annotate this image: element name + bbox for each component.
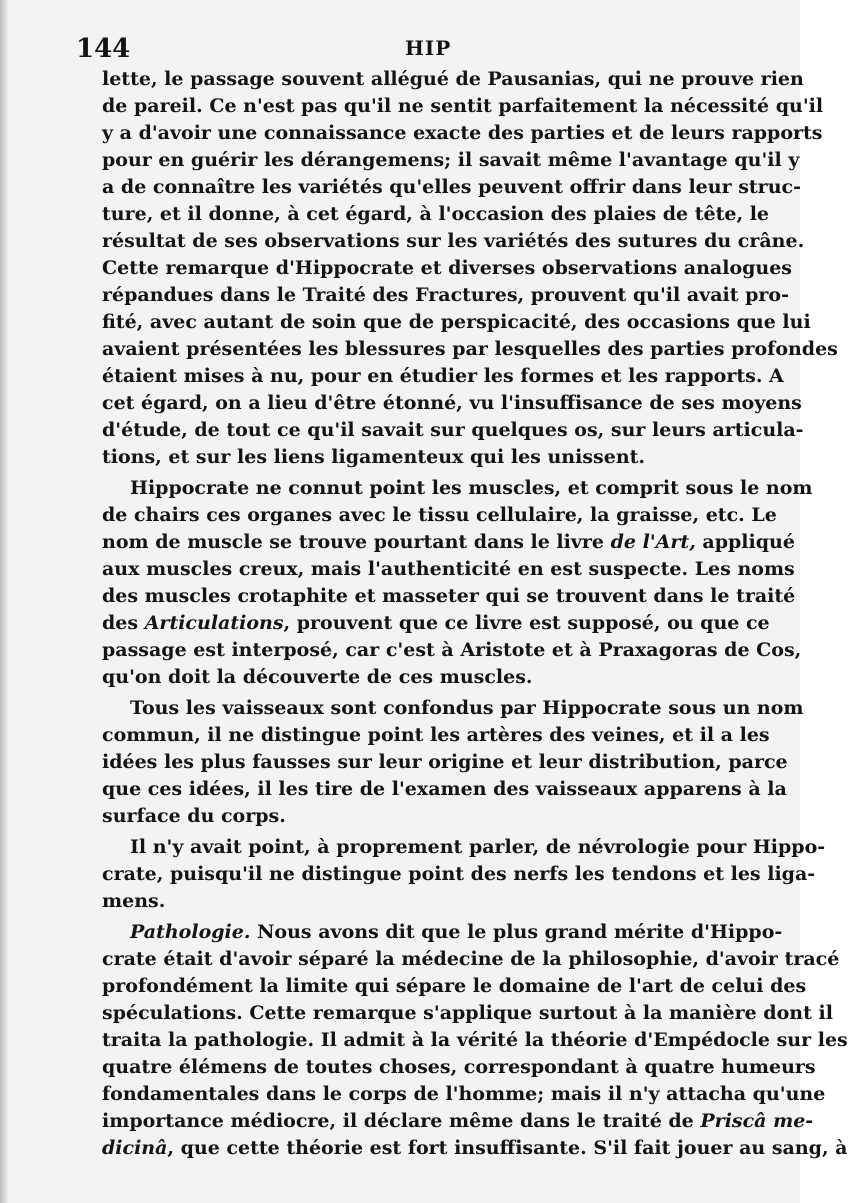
text-line: d'étude, de tout ce qu'il savait sur quelques os, sur leurs articula- [102,419,804,441]
text-segment: importance médiocre, il déclare même dans le traité de [102,1110,701,1132]
text-line: répandues dans le Traité des Fractures, prouvent qu'il avait pro- [102,284,789,306]
text-line: Hippocrate ne connut point les muscles, et comprit sous le nom [130,477,813,499]
text-line: qu'on doit la découverte de ces muscles. [102,666,533,688]
italic-title: dicinâ [102,1137,168,1159]
text-segment: , prouvent que ce livre est supposé, ou que ce [283,612,770,634]
text-line: pour en guérir les dérangemens; il savait même l'avantage qu'il y [102,149,800,171]
text-line: tions, et sur les liens ligamenteux qui les unissent. [102,446,646,468]
text-line: Il n'y avait point, à proprement parler, de névrologie pour Hippo- [130,836,826,858]
text-line: quatre élémens de toutes choses, correspondant à quatre humeurs [102,1056,816,1078]
italic-title: Articulations [144,612,284,634]
page-edge-shadow [0,0,8,1203]
text-line [102,610,770,637]
text-line: spéculations. Cette remarque s'applique surtout à la manière dont il [102,1002,833,1024]
text-line: fondamentales dans le corps de l'homme; mais il n'y attacha qu'une [102,1083,826,1105]
section-heading: Pathologie. [130,921,251,943]
text-segment: des [102,612,145,634]
text-line: lette, le passage souvent allégué de Pausanias, qui ne prouve rien [102,68,804,90]
text-segment: Nous avons dit que le plus grand mérite d'Hippo- [250,921,783,943]
text-line: fité, avec autant de soin que de perspicacité, des occasions que lui [102,311,811,333]
text-line: crate, puisqu'il ne distingue point des nerfs les tendons et les liga- [102,863,816,885]
text-line: idées les plus fausses sur leur origine et leur distribution, parce [102,751,788,773]
text-line: résultat de ses observations sur les variétés des sutures du crâne. [102,230,805,252]
text-line: des muscles crotaphite et masseter qui se trouvent dans le traité [102,585,796,607]
text-line: de pareil. Ce n'est pas qu'il ne sentit parfaitement la nécessité qu'il [102,95,824,117]
text-line: ture, et il donne, à cet égard, à l'occasion des plaies de tête, le [102,203,770,225]
text-line: traita la pathologie. Il admit à la vérité la théorie d'Empédocle sur les [102,1029,848,1051]
text-line: mens. [102,890,166,912]
page-header [0,30,800,62]
text-line [102,529,795,556]
text-line: y a d'avoir une connaissance exacte des parties et de leurs rapports [102,122,823,144]
italic-title: de l'Art, [610,531,696,553]
text-line: profondément la limite qui sépare le domaine de l'art de celui des [102,975,807,997]
text-line: surface du corps. [102,805,286,827]
text-line: a de connaître les variétés qu'elles peuvent offrir dans leur struc- [102,176,801,198]
text-line: étaient mises à nu, pour en étudier les formes et les rapports. A [102,365,784,387]
text-segment: appliqué [695,531,795,553]
text-segment: , que cette théorie est fort insuffisante. S'il fait jouer au sang, à [167,1137,848,1159]
text-line: avaient présentées les blessures par lesquelles des parties profondes [102,338,838,360]
text-line: commun, il ne distingue point les artères des veines, et il a les [102,724,770,746]
page-number: 144 [76,34,131,64]
text-line: Tous les vaisseaux sont confondus par Hippocrate sous un nom [130,697,804,719]
text-line [102,1135,848,1162]
text-line: que ces idées, il les tire de l'examen des vaisseaux apparens à la [102,778,787,800]
text-line: de chairs ces organes avec le tissu cellulaire, la graisse, etc. Le [102,504,777,526]
text-line [102,919,783,946]
body-text [102,66,848,1162]
running-head: HIP [405,36,452,60]
text-line: Cette remarque d'Hippocrate et diverses observations analogues [102,257,793,279]
text-line: cet égard, on a lieu d'être étonné, vu l'insuffisance de ses moyens [102,392,802,414]
text-line: passage est interposé, car c'est à Aristote et à Praxagoras de Cos, [102,639,802,661]
italic-title: Priscâ me- [700,1110,814,1132]
text-segment: nom de muscle se trouve pourtant dans le livre [102,531,605,553]
text-line: aux muscles creux, mais l'authenticité en est suspecte. Les noms [102,558,795,580]
text-line [102,1108,814,1135]
text-line: crate était d'avoir séparé la médecine de la philosophie, d'avoir tracé [102,948,840,970]
